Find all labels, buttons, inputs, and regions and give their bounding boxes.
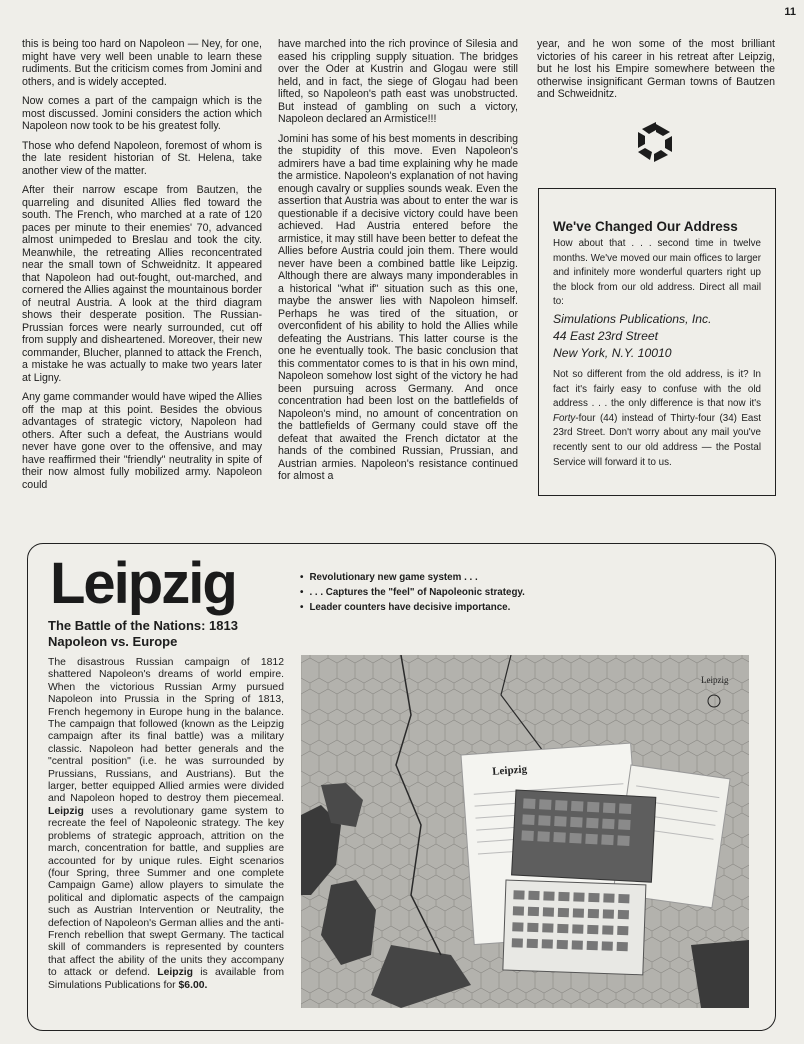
paragraph: this is being too hard on Napoleon — Ney, for one, might have very well been unable to learn these rudiments. But the criticism comes from Jomini and others, and is widely accepted. xyxy=(22,38,262,88)
feature-bullets xyxy=(300,570,525,615)
address-change-notice xyxy=(538,188,776,496)
rules-label: Leipzig xyxy=(491,763,528,778)
address-line: New York, N.Y. 10010 xyxy=(553,345,672,360)
address-line: Simulations Publications, Inc. xyxy=(553,311,712,326)
paragraph: Jomini has some of his best moments in describing the stupidity of this move. Even Napoleon's admirers have a bad time explaining why he made the armistice. Napoleon's explanation of not having enough cavalry or supplies sounds weak. Even the assertion that Austria was about to enter the war is questionable if a decisive victory could have been achieved. Had Austria entered before the armistice, it may still have been better to defeat the Allies before Austria could join them. There would never have been a combined battle like Leipzig. Although there are always many imponderables in a historical "what if" situation such as this one, maybe the answer lies with Napoleon himself. Perhaps he was tired of the situation, or overconfident of his ability to hold the Allies while defeating the Austrians. This latter course is the one he eventually took. The basic conclusion that this commentator comes to is that in his own mind, Napoleon somehow lost sight of the victory he had been pursuing across Germany. And once concentration had been lost on the battlefields of Napoleon's mind, no amount of concentration on the battlefields of Germany could stave off the defeat that awaited the French dictator at the hands of the combined Russian, Prussian, and Austrian armies. Napoleon's resistance continued for almost a xyxy=(278,132,518,482)
leipzig-advertisement xyxy=(27,543,776,1031)
notice-title: We've Changed Our Address xyxy=(553,219,738,234)
ad-title: Leipzig xyxy=(50,551,236,616)
map-label: Leipzig xyxy=(701,675,729,685)
bullet-item: • Leader counters have decisive importance. xyxy=(300,600,525,615)
address-line: 44 East 23rd Street xyxy=(553,328,659,343)
mailing-address xyxy=(553,311,761,362)
article-column-2 xyxy=(278,38,518,490)
bullet-item: • Revolutionary new game system . . . xyxy=(300,570,525,585)
paragraph: year, and he won some of the most brilliant victories of his career in his retreat after Leipzig, but he lost his Empire somewhere between the otherwise insignificant German towns of Bautzen and Schweidnitz. xyxy=(537,38,775,100)
paragraph: Those who defend Napoleon, foremost of whom is the late resident historian of St. Helena, take another view of the matter. xyxy=(22,139,262,177)
notice-body: Not so different from the old address, is it? In fact it's fairly easy to confuse with the old address . . . the only difference is that now it's Forty-four (44) instead of Thirty-four (34) East 23rd Street. Don't worry about any mail you've recently sent to our old address — the Postal Service will forward it to us. xyxy=(553,368,761,468)
article-column-3 xyxy=(537,38,775,108)
paragraph: Any game commander would have wiped the Allies off the map at this point. Besides the obvious advantages of strategic victory, Napoleon had others. After such a defeat, the Austrians would never have gone over to the offensive, and may have reaffirmed their "friendly" neutrality in spite of their now almost fully mobilized army. Napoleon could xyxy=(22,391,262,491)
page-number: 11 xyxy=(784,6,796,18)
spi-logo-icon xyxy=(636,122,676,162)
notice-intro: How about that . . . second time in twelve months. We've moved our main offices to larger and infinitely more wonderful quarters right up the block from our old address. Direct all mail to: xyxy=(553,238,761,308)
paragraph: have marched into the rich province of Silesia and eased his crippling supply situation. The bridges over the Oder at Kustrin and Glogau were still held, and in fact, the siege of Glogau had been lifted, so Napoleon's path east was unobstructed. But instead of gambling on such a victory, Napoleon declared an Armistice!!! xyxy=(278,38,518,125)
paragraph: Now comes a part of the campaign which is the most discussed. Jomini considers the action which Napoleon now took to be his greatest folly. xyxy=(22,95,262,132)
bullet-item: • . . . Captures the "feel" of Napoleonic strategy. xyxy=(300,585,525,600)
game-map-photo xyxy=(301,655,749,1008)
ad-subtitle: The Battle of the Nations: 1813 Napoleon vs. Europe xyxy=(48,618,238,649)
article-column-1 xyxy=(22,38,262,498)
ad-description: The disastrous Russian campaign of 1812 shattered Napoleon's dreams of world empire. When the victorious Russian Army pursued Napoleon into Prussia in the Spring of 1813, French hegemony in Europe hung in the balance. The campaign that followed (known as the Leipzig campaign after its final battle) was a military classic. Napoleon had better generals and the "central position" (i.e. he was surrounded by Prussians, Russians, and Austrians). But the larger, better equipped Allied armies were divided and Napoleon hoped to destroy them piecemeal. Leipzig uses a revolutionary game system to recreate the feel of Napoleonic strategy. The key problems of strategic approach, attrition on the march, concentration for battle, and supplies are accounted for by unique rules. Eight scenarios (four Spring, three Summer and one complete Campaign Game) allow players to simulate the political and diplomatic aspects of the campaign such as Austrian Intervention or Neutrality, the defection of Napoleon's German allies and the anti-French rebellion that swept Germany. The tactical skill of commanders is represented by counters that affect the ability of the units they accompany to attack or defend. Leipzig is available from Simulations Publications for $6.00. xyxy=(48,657,285,991)
paragraph: After their narrow escape from Bautzen, the quarreling and disunited Allies fled toward the south. The French, who marched at a rate of 120 paces per minute to their enemies' 70, advanced almost unimpeded to Breslau and took the city. Meanwhile, the retreating Allies reconcentrated near the small town of Schweidnitz. It appeared that Napoleon had out-fought, out-marched, and cornered the Allies against the mountainous border of neutral Austria. A look at the third diagram shows their desperate position. The Russian-Prussian forces were nearly surrounded, cut off from supply and disheartened. Moreover, their new commander, Blucher, planned to attack the French, a mistake he was actually to make two years later at Ligny. xyxy=(22,184,262,384)
